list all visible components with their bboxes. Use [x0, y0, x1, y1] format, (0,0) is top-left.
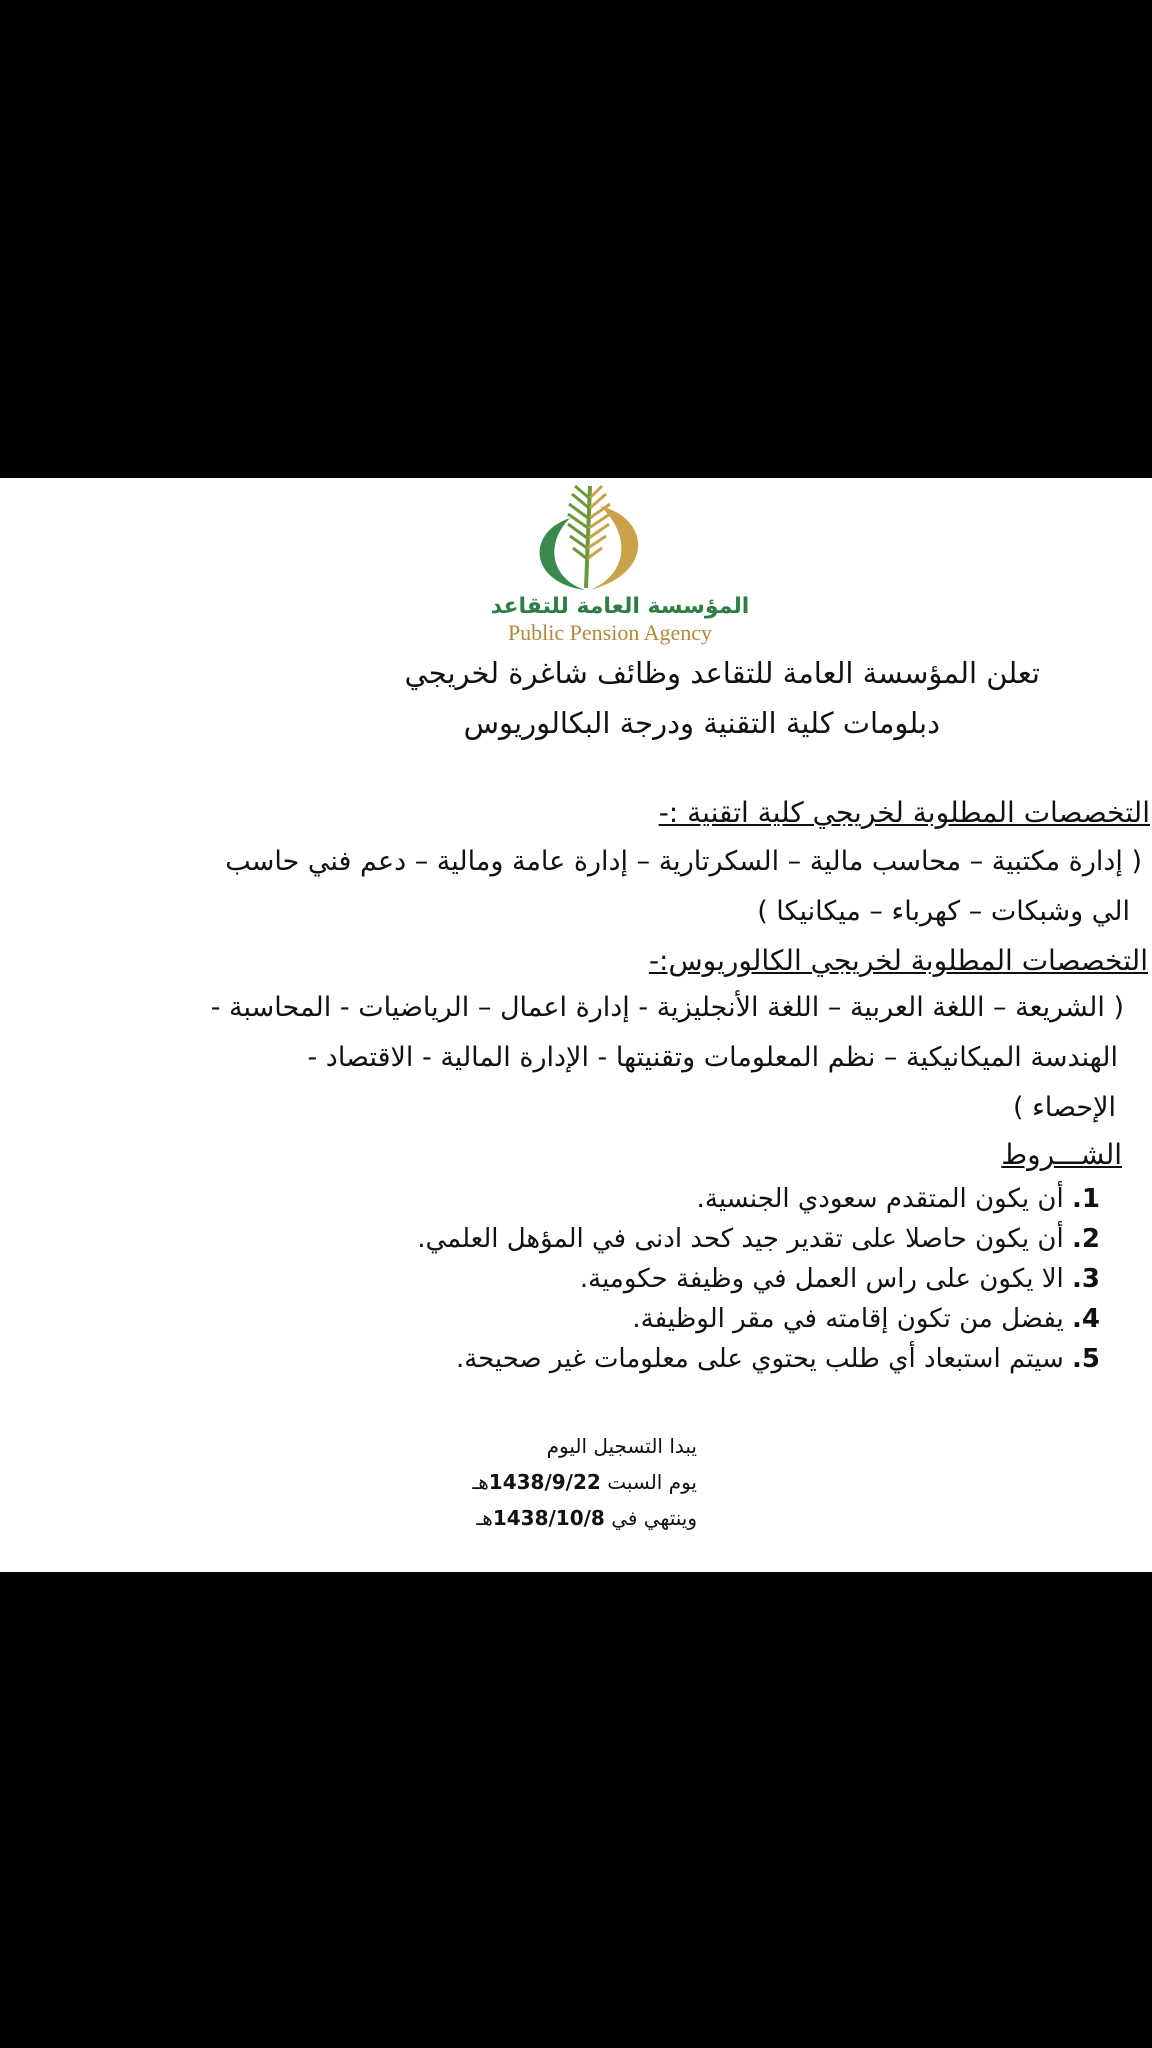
logo-arabic-name: المؤسسة العامة للتقاعد	[490, 594, 750, 619]
condition-item	[632, 1304, 1100, 1334]
condition-number: 4.	[1072, 1304, 1100, 1334]
agency-logo	[490, 478, 750, 648]
condition-text: سيتم استبعاد أي طلب يحتوي على معلومات غير صحيحة.	[455, 1344, 1064, 1374]
tech-college-line-1: ( إدارة مكتبية – محاسب مالية – السكرتارية – إدارة عامة ومالية – دعم فني حاسب	[225, 846, 1142, 877]
condition-item	[417, 1224, 1100, 1254]
registration-start-label: يوم السبت	[607, 1470, 697, 1494]
hijri-suffix: هـ	[476, 1506, 493, 1530]
registration-end-label: وينتهي في	[611, 1506, 697, 1530]
hijri-suffix: هـ	[472, 1470, 489, 1494]
registration-end-date: 1438/10/8	[492, 1506, 605, 1530]
condition-number: 5.	[1072, 1344, 1100, 1374]
condition-number: 1.	[1072, 1184, 1100, 1214]
logo-english-name: Public Pension Agency	[507, 620, 713, 645]
tech-college-line-2: الي وشبكات – كهرباء – ميكانيكا )	[757, 896, 1130, 927]
bachelor-line-3: الإحصاء )	[1012, 1092, 1116, 1123]
palm-frond-icon	[490, 478, 670, 598]
registration-start-line	[472, 1470, 697, 1494]
registration-start-date: 1438/9/22	[488, 1470, 601, 1494]
registration-end-line	[476, 1506, 697, 1530]
condition-text: أن يكون حاصلا على تقدير جيد كحد ادنى في المؤهل العلمي.	[417, 1224, 1064, 1254]
condition-item	[697, 1184, 1100, 1214]
condition-number: 3.	[1072, 1264, 1100, 1294]
condition-text: أن يكون المتقدم سعودي الجنسية.	[696, 1184, 1064, 1214]
bachelor-line-1: ( الشريعة – اللغة العربية – اللغة الأنجليزية - إدارة اعمال – الرياضيات - المحاسبة -	[210, 992, 1124, 1023]
condition-item	[456, 1344, 1100, 1374]
condition-text: يفضل من تكون إقامته في مقر الوظيفة.	[632, 1304, 1064, 1334]
condition-number: 2.	[1072, 1224, 1100, 1254]
condition-text: الا يكون على راس العمل في وظيفة حكومية.	[579, 1264, 1064, 1294]
bachelor-line-2: الهندسة الميكانيكية – نظم المعلومات وتقنيتها - الإدارة المالية - الاقتصاد -	[307, 1042, 1118, 1073]
announcement-line-2: دبلومات كلية التقنية ودرجة البكالوريوس	[463, 706, 940, 740]
bachelor-heading: التخصصات المطلوبة لخريجي الكالوريوس:-	[648, 944, 1148, 977]
registration-start-text: يبدا التسجيل اليوم	[546, 1434, 697, 1458]
condition-item	[580, 1264, 1100, 1294]
announcement-line-1: تعلن المؤسسة العامة للتقاعد وظائف شاغرة لخريجي	[404, 656, 1040, 690]
conditions-heading: الشـــروط	[1001, 1138, 1122, 1171]
announcement-document	[0, 478, 1152, 1572]
tech-college-heading: التخصصات المطلوبة لخريجي كلية اتقنية :-	[658, 796, 1150, 829]
